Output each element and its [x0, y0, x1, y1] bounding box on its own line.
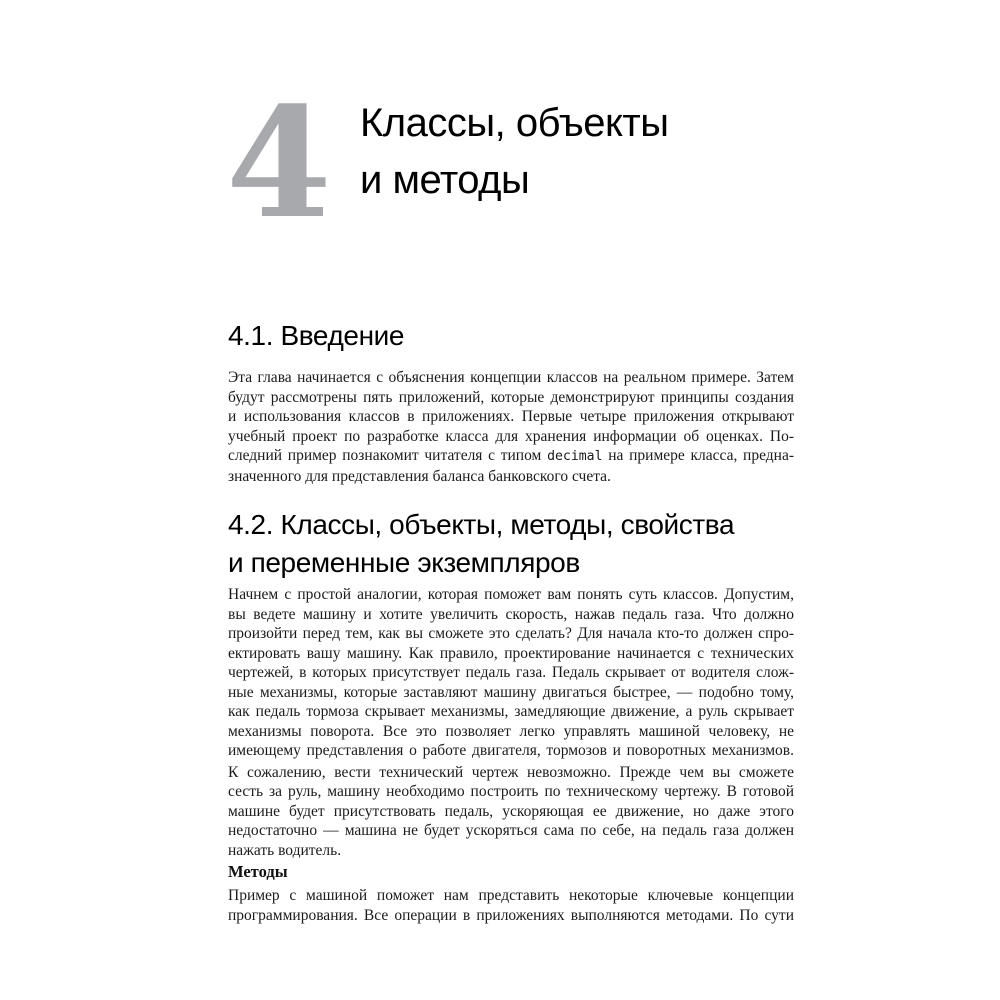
- content-column: [228, 317, 794, 925]
- paragraph-line: машине будет присутствовать педаль, ускоряющая ее движение, но даже этого: [228, 802, 794, 820]
- paragraph-line: имеющему представления о работе двигателя, тормозов и поворотных механизмов.: [228, 742, 794, 759]
- paragraph-line: ные механизмы, которые заставляют машину двигаться быстрее, — подобно тому,: [228, 683, 794, 701]
- paragraph-line: учебный проект по разработке класса для хранения информации об оценках. По-: [228, 427, 794, 445]
- paragraph-line: механизмы поворота. Все это позволяет легко управлять машиной человеку, не: [228, 722, 794, 740]
- paragraph: [228, 886, 794, 925]
- paragraph: [228, 585, 794, 761]
- paragraph-line: чертежей, в которых присутствует педаль газа. Педаль скрывает от водителя слож-: [228, 664, 794, 681]
- chapter-title-line-1: Классы, объекты: [360, 101, 669, 145]
- paragraph-line: Пример с машиной поможет нам представить некоторые ключевые концепции: [228, 887, 794, 904]
- paragraph-line: вы ведете машину и хотите увеличить скорость, нажав педаль газа. Что должно: [228, 605, 794, 623]
- paragraph-line: значенного для представления баланса банковского счета.: [228, 467, 611, 485]
- paragraph-line: программирования. Все операции в приложениях выполняются методами. По сути: [228, 906, 794, 924]
- paragraph-line: произойти перед тем, как вы сможете это сделать? Для начала кто-то должен спро-: [228, 625, 794, 642]
- paragraph-line: и использования классов в приложениях. Первые четыре приложения открывают: [228, 408, 794, 425]
- section-heading: [228, 317, 794, 355]
- paragraph-line: ектировать вашу машину. Как правило, проектирование начинается с технических: [228, 644, 794, 662]
- paragraph-line: сесть за руль, машину необходимо построить по техническому чертежу. В готовой: [228, 783, 794, 800]
- paragraph-line: нажать водитель.: [228, 841, 342, 859]
- paragraph-line: следний пример познакомит читателя с типом decimal на примере класса, предна-: [228, 447, 794, 464]
- chapter-title: [360, 95, 668, 209]
- paragraph-line: будут рассмотрены пять приложений, которые демонстрируют принципы создания: [228, 388, 794, 406]
- chapter-number: 4: [226, 73, 332, 252]
- paragraph-line: как педаль тормоза скрывает механизмы, замедляющие движение, а руль скрывает: [228, 703, 794, 720]
- chapter-title-line-2: и методы: [360, 158, 530, 202]
- paragraph-line: Эта глава начинается с объяснения концепции классов на реальном примере. Затем: [228, 369, 794, 386]
- paragraph: [228, 763, 794, 861]
- inline-code: decimal: [547, 449, 603, 464]
- run-in-heading: Методы: [228, 862, 288, 881]
- section-heading-line: 4.1. Введение: [228, 320, 405, 351]
- paragraph-line: недостаточно — машина не будет ускоряться сама по себе, на педаль газа должен: [228, 822, 794, 839]
- section-heading-line: и переменные экземпляров: [228, 547, 580, 578]
- paragraph-line: Начнем с простой аналогии, которая поможет вам понять суть классов. Допустим,: [228, 586, 794, 603]
- section-heading: [228, 506, 794, 582]
- section-heading-line: 4.2. Классы, объекты, методы, свойства: [228, 509, 735, 540]
- paragraph-line: К сожалению, вести технический чертеж невозможно. Прежде чем вы сможете: [228, 763, 794, 781]
- paragraph: [228, 368, 794, 486]
